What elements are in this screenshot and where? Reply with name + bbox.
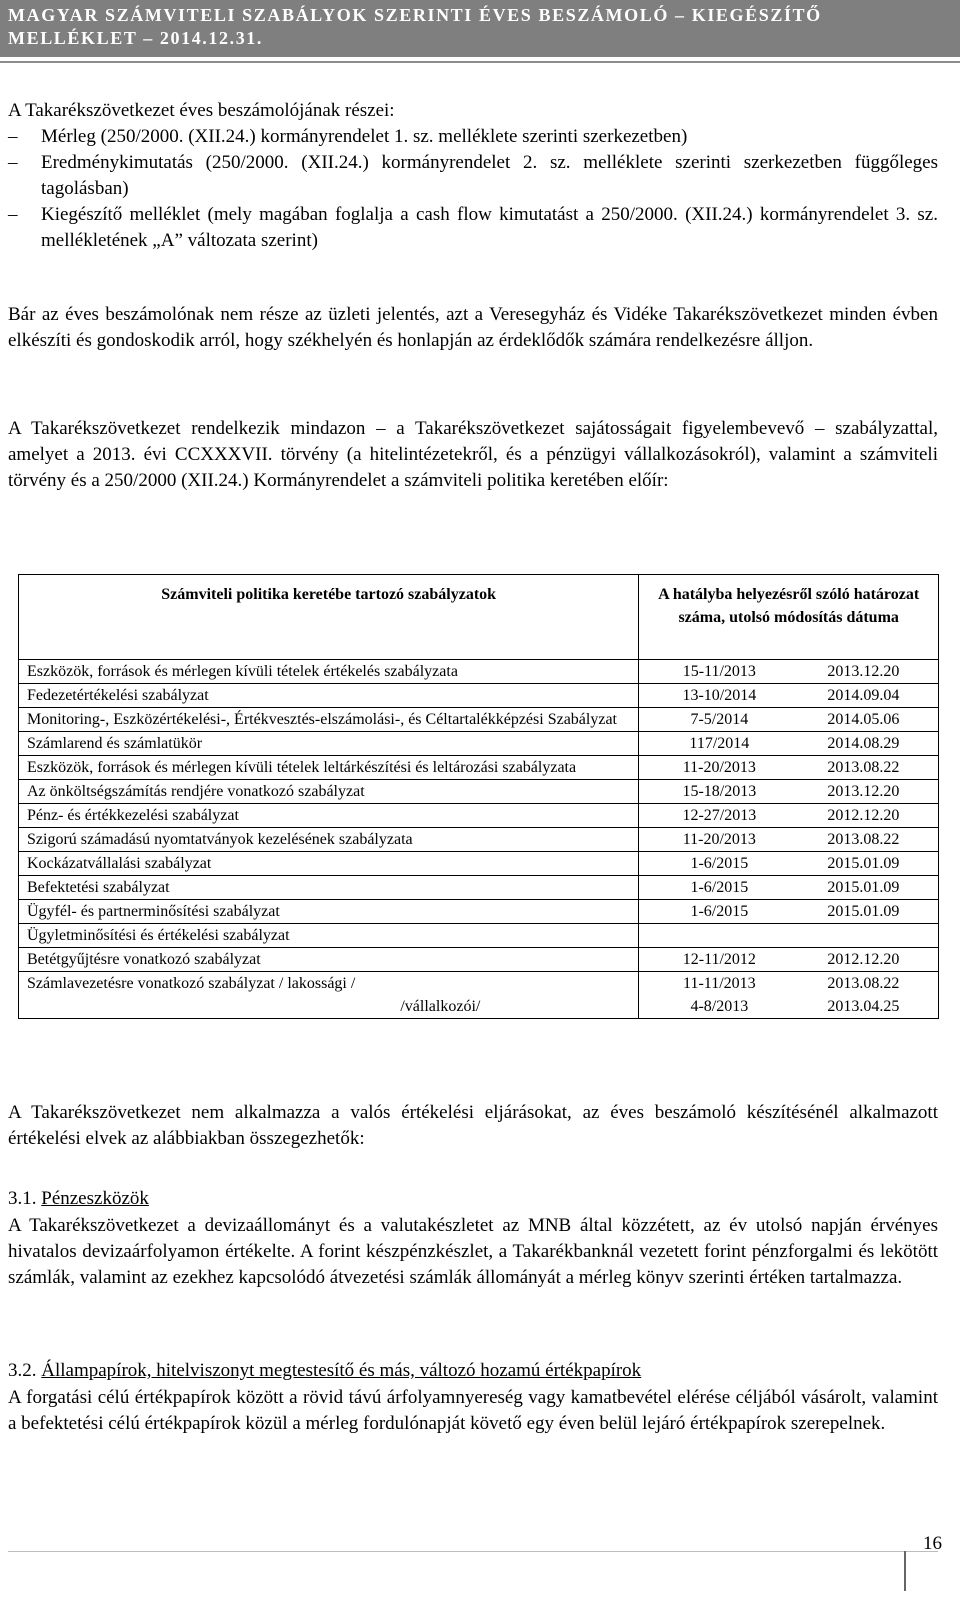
policy-name: Ügyletminősítési és értékelési szabályzat [19, 924, 639, 948]
table-row [19, 924, 939, 948]
page-number: 16 [923, 1533, 942, 1554]
policy-name: Eszközök, források és mérlegen kívüli tételek leltárkészítési és leltározási szabályzata [19, 756, 639, 780]
table-row [19, 900, 939, 924]
list-item: – Eredménykimutatás (250/2000. (XII.24.) kormányrendelet 2. sz. melléklete szerinti szerkezetben függőleges tagolásban) [8, 150, 938, 202]
modification-date: 2014.08.29 [827, 735, 900, 752]
section-heading-3-1 [8, 1186, 938, 1212]
footer-vertical-divider [904, 1551, 906, 1591]
modification-date: 2013.08.22 [827, 975, 900, 992]
document-title [8, 4, 908, 50]
section-number: 3.2. [8, 1360, 37, 1381]
table-row [19, 708, 939, 732]
paragraph-valuation-principles: A Takarékszövetkezet nem alkalmazza a valós értékelési eljárásokat, az éves beszámoló készítésénél alkalmazott értékelési elvek az alábbiakban összegezhetők: [8, 1102, 938, 1149]
policy-name: Ügyfél- és partnerminősítési szabályzat [19, 900, 639, 924]
section-heading-3-2 [8, 1358, 938, 1384]
resolution-number: 1-6/2015 [690, 855, 749, 872]
modification-date: 2012.12.20 [827, 807, 900, 824]
section-title: Állampapírok, hitelviszonyt megtestesítő és más, változó hozamú értékpapírok [41, 1360, 642, 1381]
modification-date: 2015.01.09 [827, 855, 900, 872]
list-item: – Mérleg (250/2000. (XII.24.) kormányrendelet 1. sz. melléklete szerinti szerkezetben) [8, 124, 938, 150]
resolution-number: 11-11/2013 [683, 975, 756, 992]
resolution-number: 1-6/2015 [690, 903, 749, 920]
policy-name: Monitoring-, Eszközértékelési-, Értékvesztés-elszámolási-, és Céltartalékképzési Szabályzat [19, 708, 639, 732]
modification-date: 2014.09.04 [827, 687, 900, 704]
paragraph-securities: A forgatási célú értékpapírok között a rövid távú árfolyamnyereség vagy kamatbevétel elérése céljából vásárolt, valamint a befektetési célú értékpapírok közül a mérleg fordulónapját követő egy éven belül lejáró értékpapírok szerepelnek. [8, 1387, 938, 1434]
policy-name [19, 972, 639, 1019]
modification-date: 2013.04.25 [827, 998, 900, 1015]
resolution-number: 15-18/2013 [682, 783, 757, 800]
policy-name: Számlarend és számlatükör [19, 732, 639, 756]
resolution-number: 4-8/2013 [690, 998, 749, 1015]
modification-date: 2012.12.20 [827, 951, 900, 968]
intro-text: A Takarékszövetkezet éves beszámolójának részei: [8, 100, 395, 121]
table-row [19, 732, 939, 756]
modification-date: 2013.08.22 [827, 831, 900, 848]
table-header-resolution: A hatályba helyezésről szóló határozat száma, utolsó módosítás dátuma [639, 575, 939, 660]
section-title: Pénzeszközök [41, 1188, 149, 1209]
policy-name: Pénz- és értékkezelési szabályzat [19, 804, 639, 828]
policy-name-line2: /vállalkozói/ [400, 998, 481, 1015]
table-row [19, 828, 939, 852]
policy-name: Az önköltségszámítás rendjére vonatkozó szabályzat [19, 780, 639, 804]
table-row [19, 660, 939, 684]
table-row [19, 948, 939, 972]
document-title-line1: MAGYAR SZÁMVITELI SZABÁLYOK SZERINTI ÉVES BESZÁMOLÓ – KIEGÉSZÍTŐ [8, 5, 822, 25]
resolution-number: 15-11/2013 [682, 663, 756, 680]
resolution-number: 7-5/2014 [690, 711, 749, 728]
document-title-line2: MELLÉKLET – 2014.12.31. [8, 28, 264, 48]
resolution-number: 11-20/2013 [682, 831, 756, 848]
paragraph-policy-rules: A Takarékszövetkezet rendelkezik mindazon – a Takarékszövetkezet sajátosságait figyelembevevő – szabályzattal, amelyet a 2013. évi CCXXXVII. törvény (a hitelintézetekről, és a pénzügyi vállalkozásokról), valamint a számviteli törvény és a 250/2000 (XII.24.) Kormányrendelet a számviteli politika keretében előír: [8, 418, 938, 491]
modification-date: 2014.05.06 [827, 711, 900, 728]
paragraph-cash: A Takarékszövetkezet a devizaállományt és a valutakészletet az MNB által közzétett, az év utolsó napján érvényes hivatalos devizaárfolyamon értékelte. A forint készpénzkészlet, a Takarékbanknál vezetett forint pénzforgalmi és lekötött számlák, valamint az ezekhez kapcsolódó átvezetési számlák állományát a mérleg könyv szerinti értéken tartalmazza. [8, 1215, 938, 1288]
accounting-policy-table [18, 574, 939, 1019]
modification-date: 2013.12.20 [827, 663, 900, 680]
table-row [19, 852, 939, 876]
policy-name: Betétgyűjtésre vonatkozó szabályzat [19, 948, 639, 972]
policy-name: Szigorú számadású nyomtatványok kezelésének szabályzata [19, 828, 639, 852]
modification-date: 2015.01.09 [827, 879, 900, 896]
header-divider [0, 61, 960, 63]
table-row [19, 876, 939, 900]
policy-name-line1: Számlavezetésre vonatkozó szabályzat / lakossági / [27, 975, 356, 992]
footer-divider [8, 1551, 938, 1552]
report-parts-list [8, 124, 938, 254]
resolution-number: 12-27/2013 [682, 807, 757, 824]
table-row [19, 684, 939, 708]
paragraph-business-report: Bár az éves beszámolónak nem része az üzleti jelentés, azt a Veresegyház és Vidéke Takarékszövetkezet minden évben elkészíti és gondoskodik arról, hogy székhelyén és honlapján az érdeklődők számára rendelkezésre álljon. [8, 304, 938, 351]
modification-date: 2013.12.20 [827, 783, 900, 800]
table-header-policies: Számviteli politika keretébe tartozó szabályzatok [19, 575, 639, 660]
policy-name: Fedezetértékelési szabályzat [19, 684, 639, 708]
policy-name: Kockázatvállalási szabályzat [19, 852, 639, 876]
modification-date: 2015.01.09 [827, 903, 900, 920]
policy-name: Eszközök, források és mérlegen kívüli tételek értékelés szabályzata [19, 660, 639, 684]
resolution-number: 12-11/2012 [682, 951, 756, 968]
table-row [19, 756, 939, 780]
table-row [19, 804, 939, 828]
resolution-number: 1-6/2015 [690, 879, 749, 896]
policy-name: Befektetési szabályzat [19, 876, 639, 900]
modification-date: 2013.08.22 [827, 759, 900, 776]
resolution-number: 13-10/2014 [682, 687, 757, 704]
section-number: 3.1. [8, 1188, 37, 1209]
list-item: – Kiegészítő melléklet (mely magában foglalja a cash flow kimutatást a 250/2000. (XII.24.) kormányrendelet 3. sz. mellékletének „A” változata szerint) [8, 202, 938, 254]
resolution-number: 11-20/2013 [682, 759, 756, 776]
resolution-number: 117/2014 [689, 735, 750, 752]
table-header-row [19, 575, 939, 660]
table-row [19, 780, 939, 804]
table-row [19, 972, 939, 1019]
